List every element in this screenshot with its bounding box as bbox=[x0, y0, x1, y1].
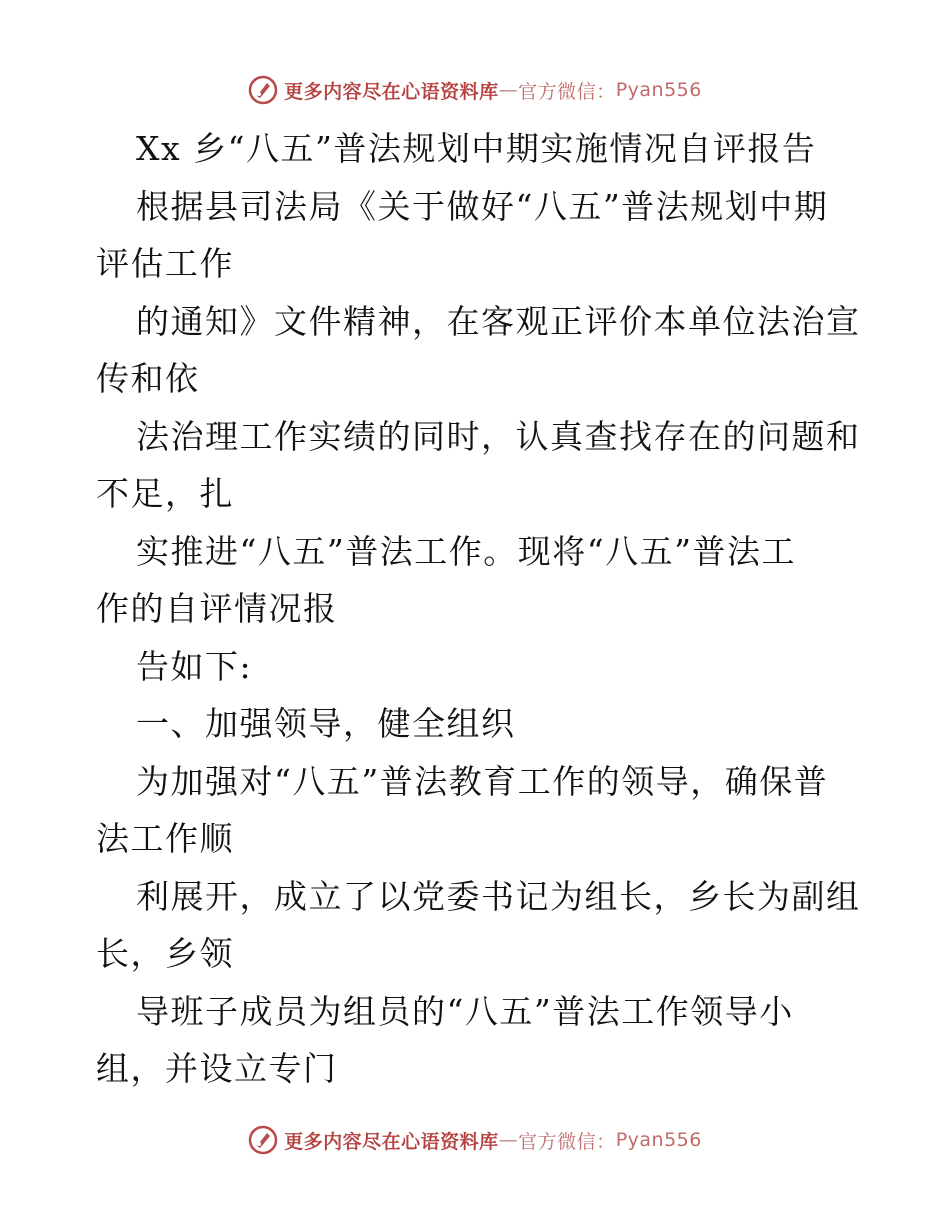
document-line: 导班子成员为组员的“八五”普法工作领导小 bbox=[136, 991, 794, 1031]
document-body bbox=[96, 120, 861, 1098]
watermark-footer bbox=[0, 1120, 950, 1160]
document-line: 组，并设立专门 bbox=[96, 1049, 338, 1088]
watermark-header bbox=[0, 70, 950, 110]
watermark-wechat-label: 官方微信： bbox=[518, 1130, 616, 1153]
document-line: 根据县司法局《关于做好“八五”普法规划中期 bbox=[136, 186, 829, 226]
document-line: 的通知》文件精神，在客观正评价本单位法治宣 bbox=[136, 301, 861, 341]
document-line: 法治理工作实绩的同时，认真查找存在的问题和 bbox=[136, 416, 861, 456]
watermark-separator: — bbox=[498, 79, 519, 101]
document-line: 法工作顺 bbox=[96, 819, 234, 858]
document-line: 利展开，成立了以党委书记为组长，乡长为副组 bbox=[136, 876, 861, 916]
watermark-wechat-label: 官方微信： bbox=[518, 80, 616, 103]
document-line: 告如下: bbox=[136, 646, 253, 686]
document-line: 评估工作 bbox=[96, 244, 234, 283]
document-line: 为加强对“八五”普法教育工作的领导，确保普 bbox=[136, 761, 829, 801]
document-line: 传和依 bbox=[96, 359, 200, 398]
document-line: 长，乡领 bbox=[96, 934, 234, 973]
document-line: Xx 乡“八五”普法规划中期实施情况自评报告 bbox=[136, 129, 817, 168]
pen-nib-logo-icon bbox=[248, 75, 278, 105]
watermark-brand-text: 更多内容尽在心语资料库 bbox=[284, 80, 499, 103]
watermark-separator: — bbox=[498, 1129, 519, 1151]
watermark-wechat-id: Pyan556 bbox=[615, 79, 702, 101]
document-line: 一、加强领导，健全组织 bbox=[136, 704, 516, 743]
watermark-wechat-id: Pyan556 bbox=[615, 1129, 702, 1151]
document-line: 不足，扎 bbox=[96, 474, 234, 513]
document-line: 实推进“八五”普法工作。现将“八五”普法工 bbox=[136, 531, 796, 571]
watermark-brand-text: 更多内容尽在心语资料库 bbox=[284, 1130, 499, 1153]
pen-nib-logo-icon bbox=[248, 1125, 278, 1155]
document-line: 作的自评情况报 bbox=[96, 589, 338, 628]
